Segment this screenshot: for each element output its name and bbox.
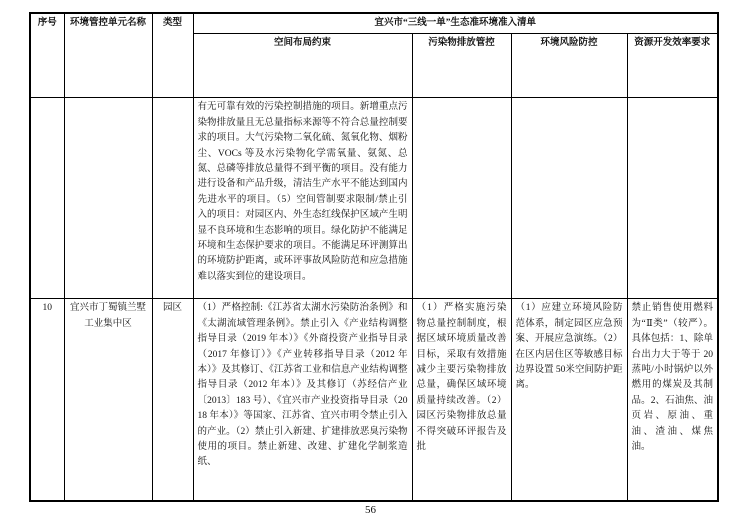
cell-risk-prevention <box>511 98 627 299</box>
page-number: 56 <box>365 504 376 516</box>
cell-type <box>152 98 193 299</box>
cell-pollutant-control: （1）严格实施污染物总量控制制度，根据区域环境质量改善目标，采取有效措施减少主要污染物排放总量，确保区域环境质量持续改善。（2）园区污染物排放总量不得突破环评报告及批 <box>412 299 511 501</box>
header-resource: 资源开发效率要求 <box>627 34 718 98</box>
cell-risk-prevention: （1）应建立环境风险防范体系，制定园区应急预案、开展应急演练。（2）在区内居住区等敏感目标边界设置 50米空间防护距离。 <box>511 299 627 501</box>
table-row-10 <box>30 299 718 501</box>
cell-unit-name: 宜兴市丁蜀镇兰墅工业集中区 <box>64 299 152 501</box>
header-unit-name: 环境管控单元名称 <box>64 13 152 98</box>
header-risk: 环境风险防控 <box>511 34 627 98</box>
header-spatial: 空间布局约束 <box>193 34 412 98</box>
doc-table <box>29 12 719 502</box>
table-title: 宜兴市“三线一单”生态准环境准入清单 <box>193 13 718 34</box>
table-row-continuation <box>30 98 718 299</box>
cell-spatial-constraints: 有无可靠有效的污染控制措施的项目。新增重点污染物排放量且无总量指标来源等不符合总量控制要求的项目。大气污染物二氧化硫、氮氧化物、烟粉尘、VOCs 等及水污染物化学需氧量、氨氮、总氮、总磷等排放总量得不到平衡的项目。没有能力进行设备和产品升级，清洁生产水平不能达到国内先进水平的项目。（5）空间管制要求限制/禁止引入的项目：对园区内、外生态红线保护区域产生明显不良环境和生态影响的项目。绿化防护不能满足环境和生态保护要求的项目。不能满足环评测算出的环境防护距离，或环评事故风险防范和应急措施难以落实到位的建设项目。 <box>193 98 412 299</box>
header-seq: 序号 <box>30 13 64 98</box>
cell-type: 园区 <box>152 299 193 501</box>
header-type: 类型 <box>152 13 193 98</box>
cell-spatial-constraints: （1）严格控制:《江苏省太湖水污染防治条例》和《太湖流域管理条例》。禁止引入《产业结构调整指导目录（2019 年本）》《外商投资产业指导目录（2017 年修订）》《产业转移指导目录（2012 年本）》及其修订、《江苏省工业和信息产业结构调整指导目录（2012 年本）》及其修订（苏经信产业〔2013〕183 号）、《宜兴市产业投资指导目录（2018 年本）》等国家、江苏省、宜兴市明令禁止引入的产业。（2）禁止引入新建、扩建排放恶臭污染物使用的项目。禁止新建、改建、扩建化学制浆造纸、 <box>193 299 412 501</box>
cell-seq: 10 <box>30 299 64 501</box>
cell-pollutant-control <box>412 98 511 299</box>
cell-resource-efficiency: 禁止销售使用燃料为“Ⅱ类”（较严）。具体包括：1、除单台出力大于等于 20 蒸吨/小时锅炉以外燃用的煤炭及其制品。2、石油焦、油页岩、原油、重油、渣油、煤焦油。 <box>627 299 718 501</box>
cell-seq <box>30 98 64 299</box>
header-pollutant: 污染物排放管控 <box>412 34 511 98</box>
cell-unit-name <box>64 98 152 299</box>
table-title-row <box>30 13 718 34</box>
cell-resource-efficiency <box>627 98 718 299</box>
